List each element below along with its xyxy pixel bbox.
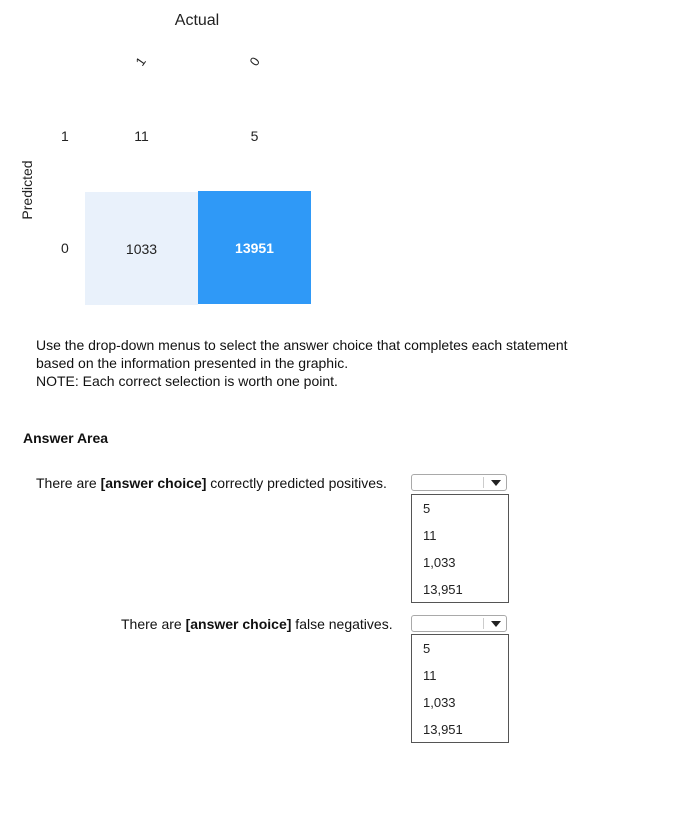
matrix-title: Actual [174, 12, 220, 29]
row-tick-label: 1 [61, 128, 69, 144]
instructions-line: Use the drop-down menus to select the answer choice that completes each statement [36, 337, 568, 353]
statement-suffix: correctly predicted positives. [206, 475, 387, 491]
dropdown-options-1 [411, 494, 509, 603]
instructions [36, 336, 656, 390]
dropdown-options-2 [411, 634, 509, 743]
dropdown-option[interactable]: 5 [423, 641, 431, 656]
matrix-cell-true-positive: 11 [85, 79, 198, 192]
matrix-cell-false-negative: 1033 [85, 192, 198, 305]
answer-dropdown-2[interactable] [411, 615, 507, 632]
instructions-note: NOTE: Each correct selection is worth one point. [36, 373, 338, 389]
dropdown-option[interactable]: 13,951 [423, 582, 463, 597]
statement-prefix: There are [36, 475, 101, 491]
column-tick-label: 1 [132, 54, 149, 69]
statement-suffix: false negatives. [291, 616, 393, 632]
row-tick-label: 0 [61, 240, 69, 256]
dropdown-option[interactable]: 1,033 [423, 695, 456, 710]
matrix-cell-false-positive: 5 [198, 79, 311, 192]
statement-2 [121, 616, 393, 632]
dropdown-option[interactable]: 5 [423, 501, 431, 516]
answer-placeholder: [answer choice] [185, 616, 292, 632]
statement-prefix: There are [121, 616, 186, 632]
answer-dropdown-1[interactable] [411, 474, 507, 491]
chevron-down-icon[interactable] [491, 480, 501, 486]
dropdown-option[interactable]: 11 [423, 528, 437, 543]
answer-placeholder: [answer choice] [100, 475, 207, 491]
chevron-down-icon[interactable] [491, 621, 501, 627]
matrix-cell-true-negative: 13951 [198, 191, 311, 304]
statement-1 [36, 475, 387, 491]
dropdown-separator [483, 477, 484, 488]
instructions-line: based on the information presented in the graphic. [36, 355, 349, 371]
dropdown-option[interactable]: 11 [423, 668, 437, 683]
dropdown-option[interactable]: 13,951 [423, 722, 463, 737]
column-tick-label: 0 [246, 54, 263, 69]
dropdown-option[interactable]: 1,033 [423, 555, 456, 570]
dropdown-separator [483, 618, 484, 629]
answer-area-heading: Answer Area [23, 430, 109, 446]
matrix-y-axis-label: Predicted [19, 160, 35, 220]
